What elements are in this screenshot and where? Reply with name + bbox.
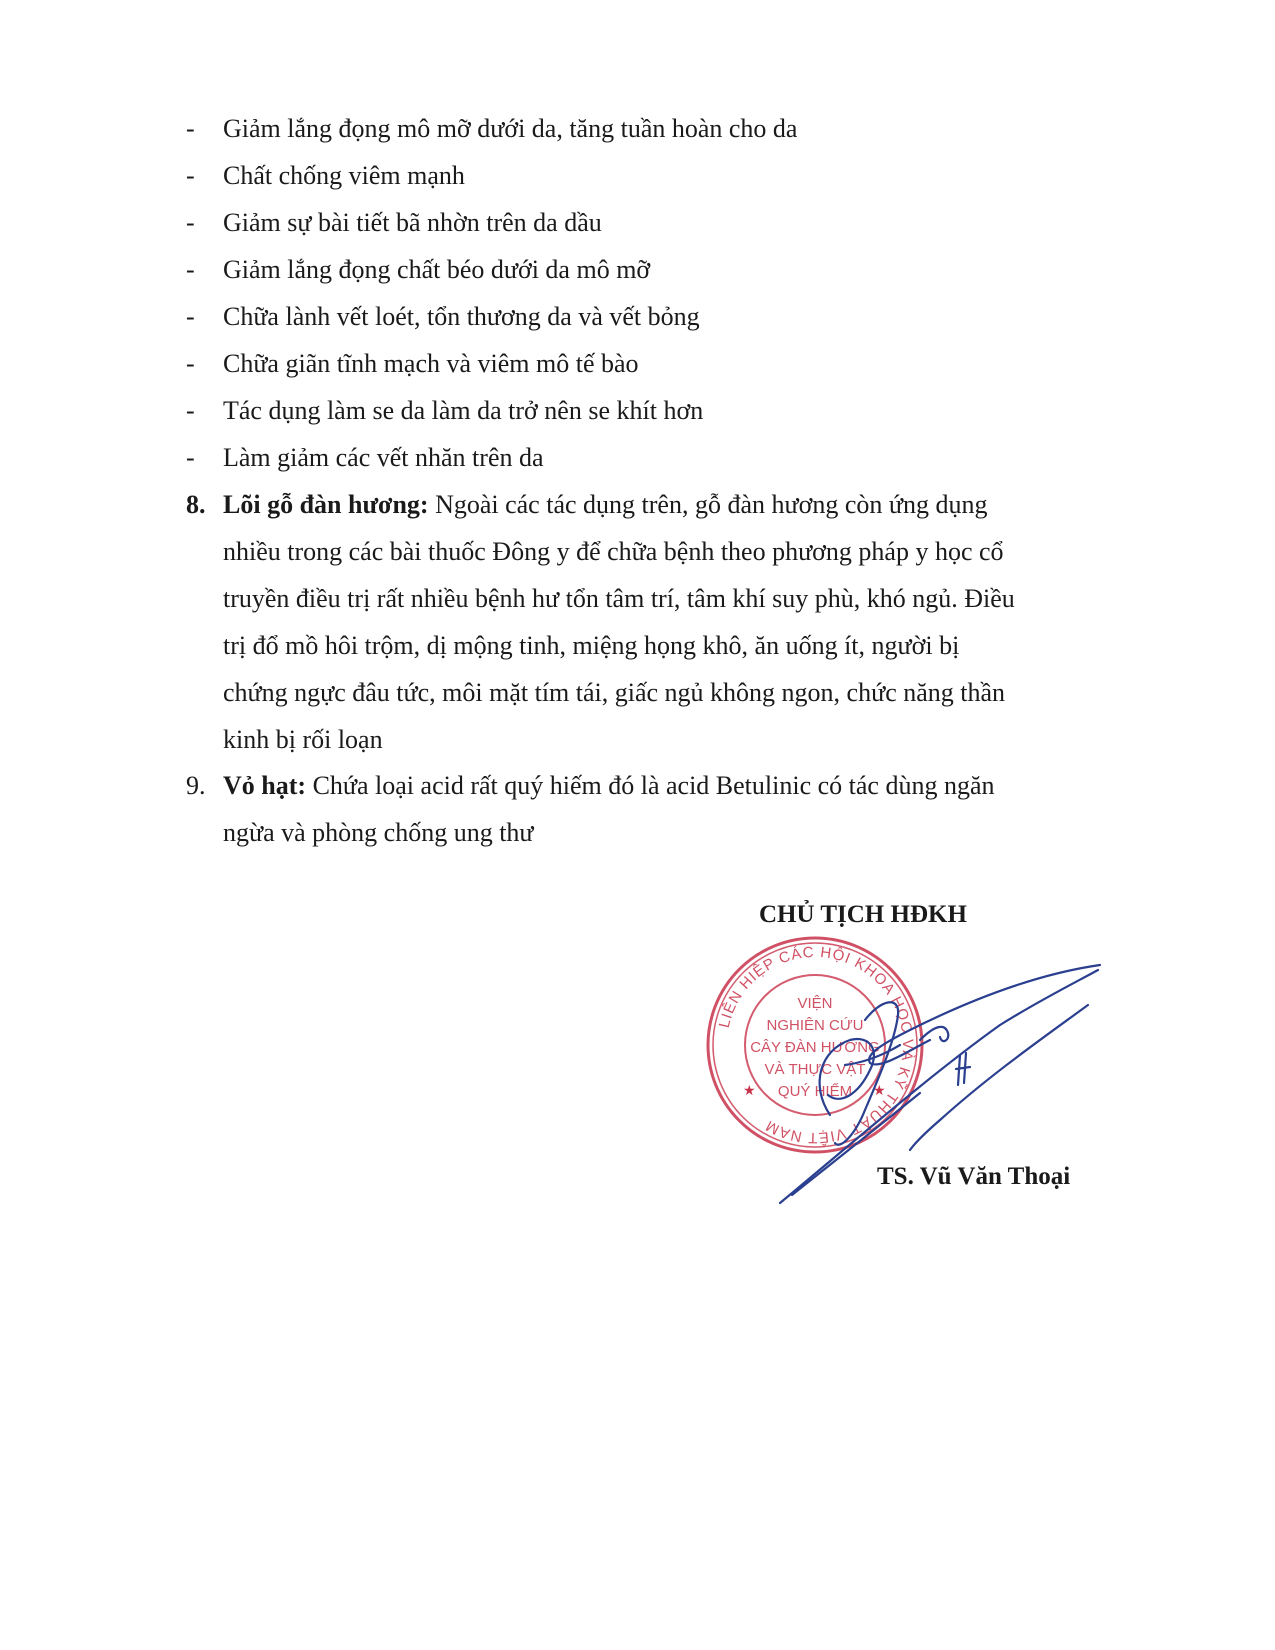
item-term: Lõi gỗ đàn hương: [223,490,429,519]
list-item [0,434,1275,481]
item-line [223,762,1103,809]
signer-title: CHỦ TỊCH HĐKH [759,901,967,928]
item-body [223,481,1103,763]
seal-line: VÀ THỰC VẬT [764,1061,866,1078]
seal-line: NGHIÊN CỨU [766,1017,864,1034]
item-line: trị đổ mồ hôi trộm, dị mộng tinh, miệng họng khô, ăn uống ít, người bị [223,631,960,660]
item-text: Ngoài các tác dụng trên, gỗ đàn hương còn ứng dụng [428,490,988,519]
list-item-text: Chữa giãn tĩnh mạch và viêm mô tế bào [223,349,639,378]
item-body [223,762,1103,856]
list-item-text: Giảm lắng đọng mô mỡ dưới da, tăng tuần hoàn cho da [223,114,798,143]
list-item [0,199,1275,246]
item-line [223,481,1103,528]
svg-text:★: ★ [743,1083,756,1099]
bullet-marker: - [186,396,195,425]
list-item-text: Tác dụng làm se da làm da trở nên se khít hơn [223,396,704,425]
item-line: kinh bị rối loạn [223,725,383,754]
list-item-text: Giảm lắng đọng chất béo dưới da mô mỡ [223,255,651,284]
list-item [0,246,1275,293]
bullet-marker: - [186,114,195,143]
item-line: chứng ngực đâu tức, môi mặt tím tái, giấc ngủ không ngon, chức năng thần [223,678,1006,707]
svg-text:LIÊN HIỆP CÁC HỘI KHOA HỌC VÀ: LIÊN HIỆP CÁC HỘI KHOA HỌC VÀ KỸ THUẬT VIỆT NAM [715,943,917,1147]
bullet-marker: - [186,255,195,284]
bullet-marker: - [186,302,195,331]
list-item [0,152,1275,199]
item-number: 8. [186,490,206,519]
item-line: truyền điều trị rất nhiều bệnh hư tổn tâm trí, tâm khí suy phù, khó ngủ. Điều [223,584,1015,613]
benefits-list [0,105,1275,481]
item-line: nhiều trong các bài thuốc Đông y để chữa bệnh theo phương pháp y học cổ [223,537,1004,566]
list-item [0,340,1275,387]
bullet-marker: - [186,208,195,237]
list-item-text: Chất chống viêm mạnh [223,161,465,190]
item-line: ngừa và phòng chống ung thư [223,818,534,847]
list-item [0,387,1275,434]
seal-line: VIỆN [797,995,833,1012]
bullet-marker: - [186,443,195,472]
signer-name: TS. Vũ Văn Thoại [877,1163,1071,1190]
item-term: Vỏ hạt: [223,771,307,800]
item-text: Chứa loại acid rất quý hiếm đó là acid Betulinic có tác dùng ngăn [306,771,995,800]
seal-line: CÂY ĐÀN HƯƠNG [750,1039,880,1056]
item-number: 9. [186,771,206,800]
list-item [0,105,1275,152]
list-item-text: Giảm sự bài tiết bã nhờn trên da dầu [223,208,602,237]
list-item [0,293,1275,340]
list-item-text: Làm giảm các vết nhăn trên da [223,443,544,472]
bullet-marker: - [186,161,195,190]
svg-text:★: ★ [873,1083,886,1099]
seal-line: QUÝ HIẾM [777,1083,853,1100]
list-item-text: Chữa lành vết loét, tổn thương da và vết bỏng [223,302,700,331]
bullet-marker: - [186,349,195,378]
